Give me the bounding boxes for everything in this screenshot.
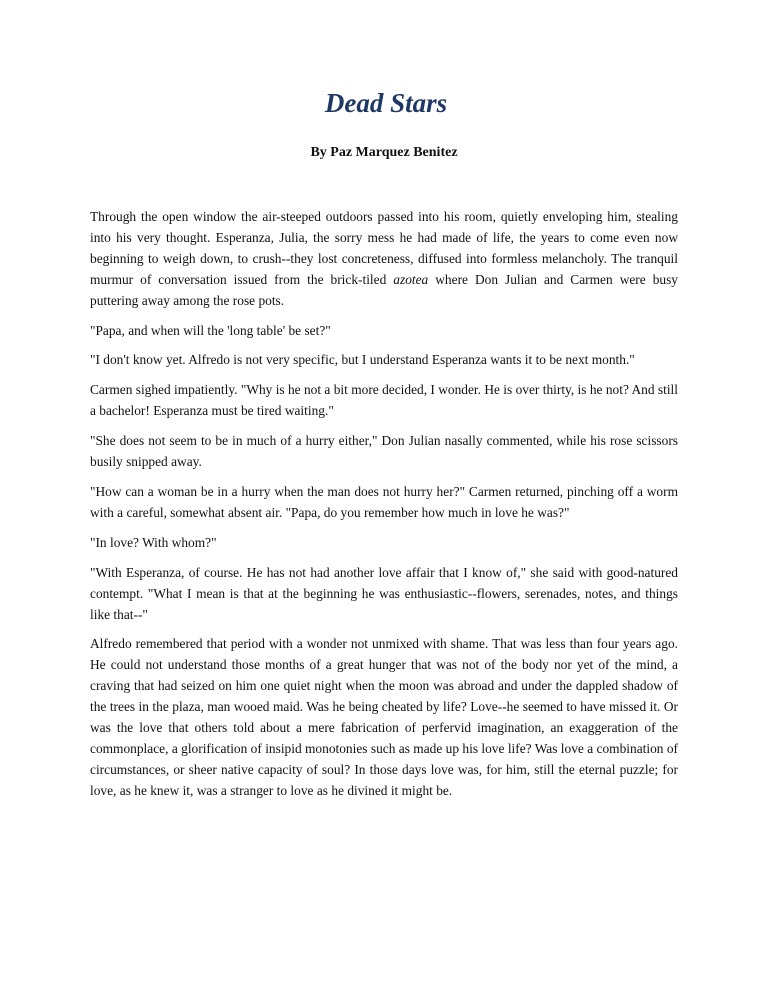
paragraph-1-text-after: where Don Julian and Carmen were busy puttering away among the rose pots. [90, 271, 678, 308]
paragraph-4: Carmen sighed impatiently. "Why is he not a bit more decided, I wonder. He is over thirty, is he not? And still a bachelor! Esperanza must be tired waiting." [90, 382, 678, 419]
paragraph-1-emphasis: azotea [393, 271, 429, 287]
document-title-text: Dead Stars [324, 88, 448, 118]
paragraph-7: "In love? With whom?" [90, 534, 217, 550]
paragraph-8: "With Esperanza, of course. He has not had another love affair that I know of," she said with good-natured contempt. "What I mean is that at the beginning he was enthusiastic--flowers, serenades, notes, and things like that--" [90, 564, 678, 622]
paragraph-3: "I don't know yet. Alfredo is not very specific, but I understand Esperanza wants it to be next month." [90, 352, 635, 368]
document-byline: By Paz Marquez Benitez [310, 145, 458, 160]
paragraph-2: "Papa, and when will the 'long table' be set?" [90, 322, 331, 338]
paragraph-5: "She does not seem to be in much of a hurry either," Don Julian nasally commented, while his rose scissors busily snipped away. [90, 433, 678, 470]
story-body [90, 207, 678, 811]
paragraph-1-text-before: Through the open window the air-steeped outdoors passed into his room, quietly enveloping him, stealing into his very thought. Esperanza, Julia, the sorry mess he had made of life, the years to come even now beginning to weigh down, to crush--they lost concreteness, diffused into formless melancholy. The tranquil murmur of conversation issued from the brick-tiled [90, 209, 678, 287]
document-title [0, 88, 768, 119]
paragraph-6: "How can a woman be in a hurry when the man does not hurry her?" Carmen returned, pinching off a worm with a careful, somewhat absent air. "Papa, do you remember how much in love he was?" [90, 483, 678, 520]
paragraph-1 [90, 207, 678, 312]
paragraph-9: Alfredo remembered that period with a wonder not unmixed with shame. That was less than four years ago. He could not understand those months of a great hunger that was not of the body nor yet of the mind, a craving that had seized on him one quiet night when the moon was abroad and under the dappled shadow of the trees in the plaza, man wooed maid. Was he being cheated by life? Love--he seemed to have missed it. Or was the love that others told about a mere fabrication of perfervid imagination, an exaggeration of the commonplace, a glorification of insipid monotonies such as made up his love life? Was love a combination of circumstances, or sheer native capacity of soul? In those days love was, for him, still the eternal puzzle; for love, as he knew it, was a stranger to love as he divined it might be. [90, 636, 678, 798]
